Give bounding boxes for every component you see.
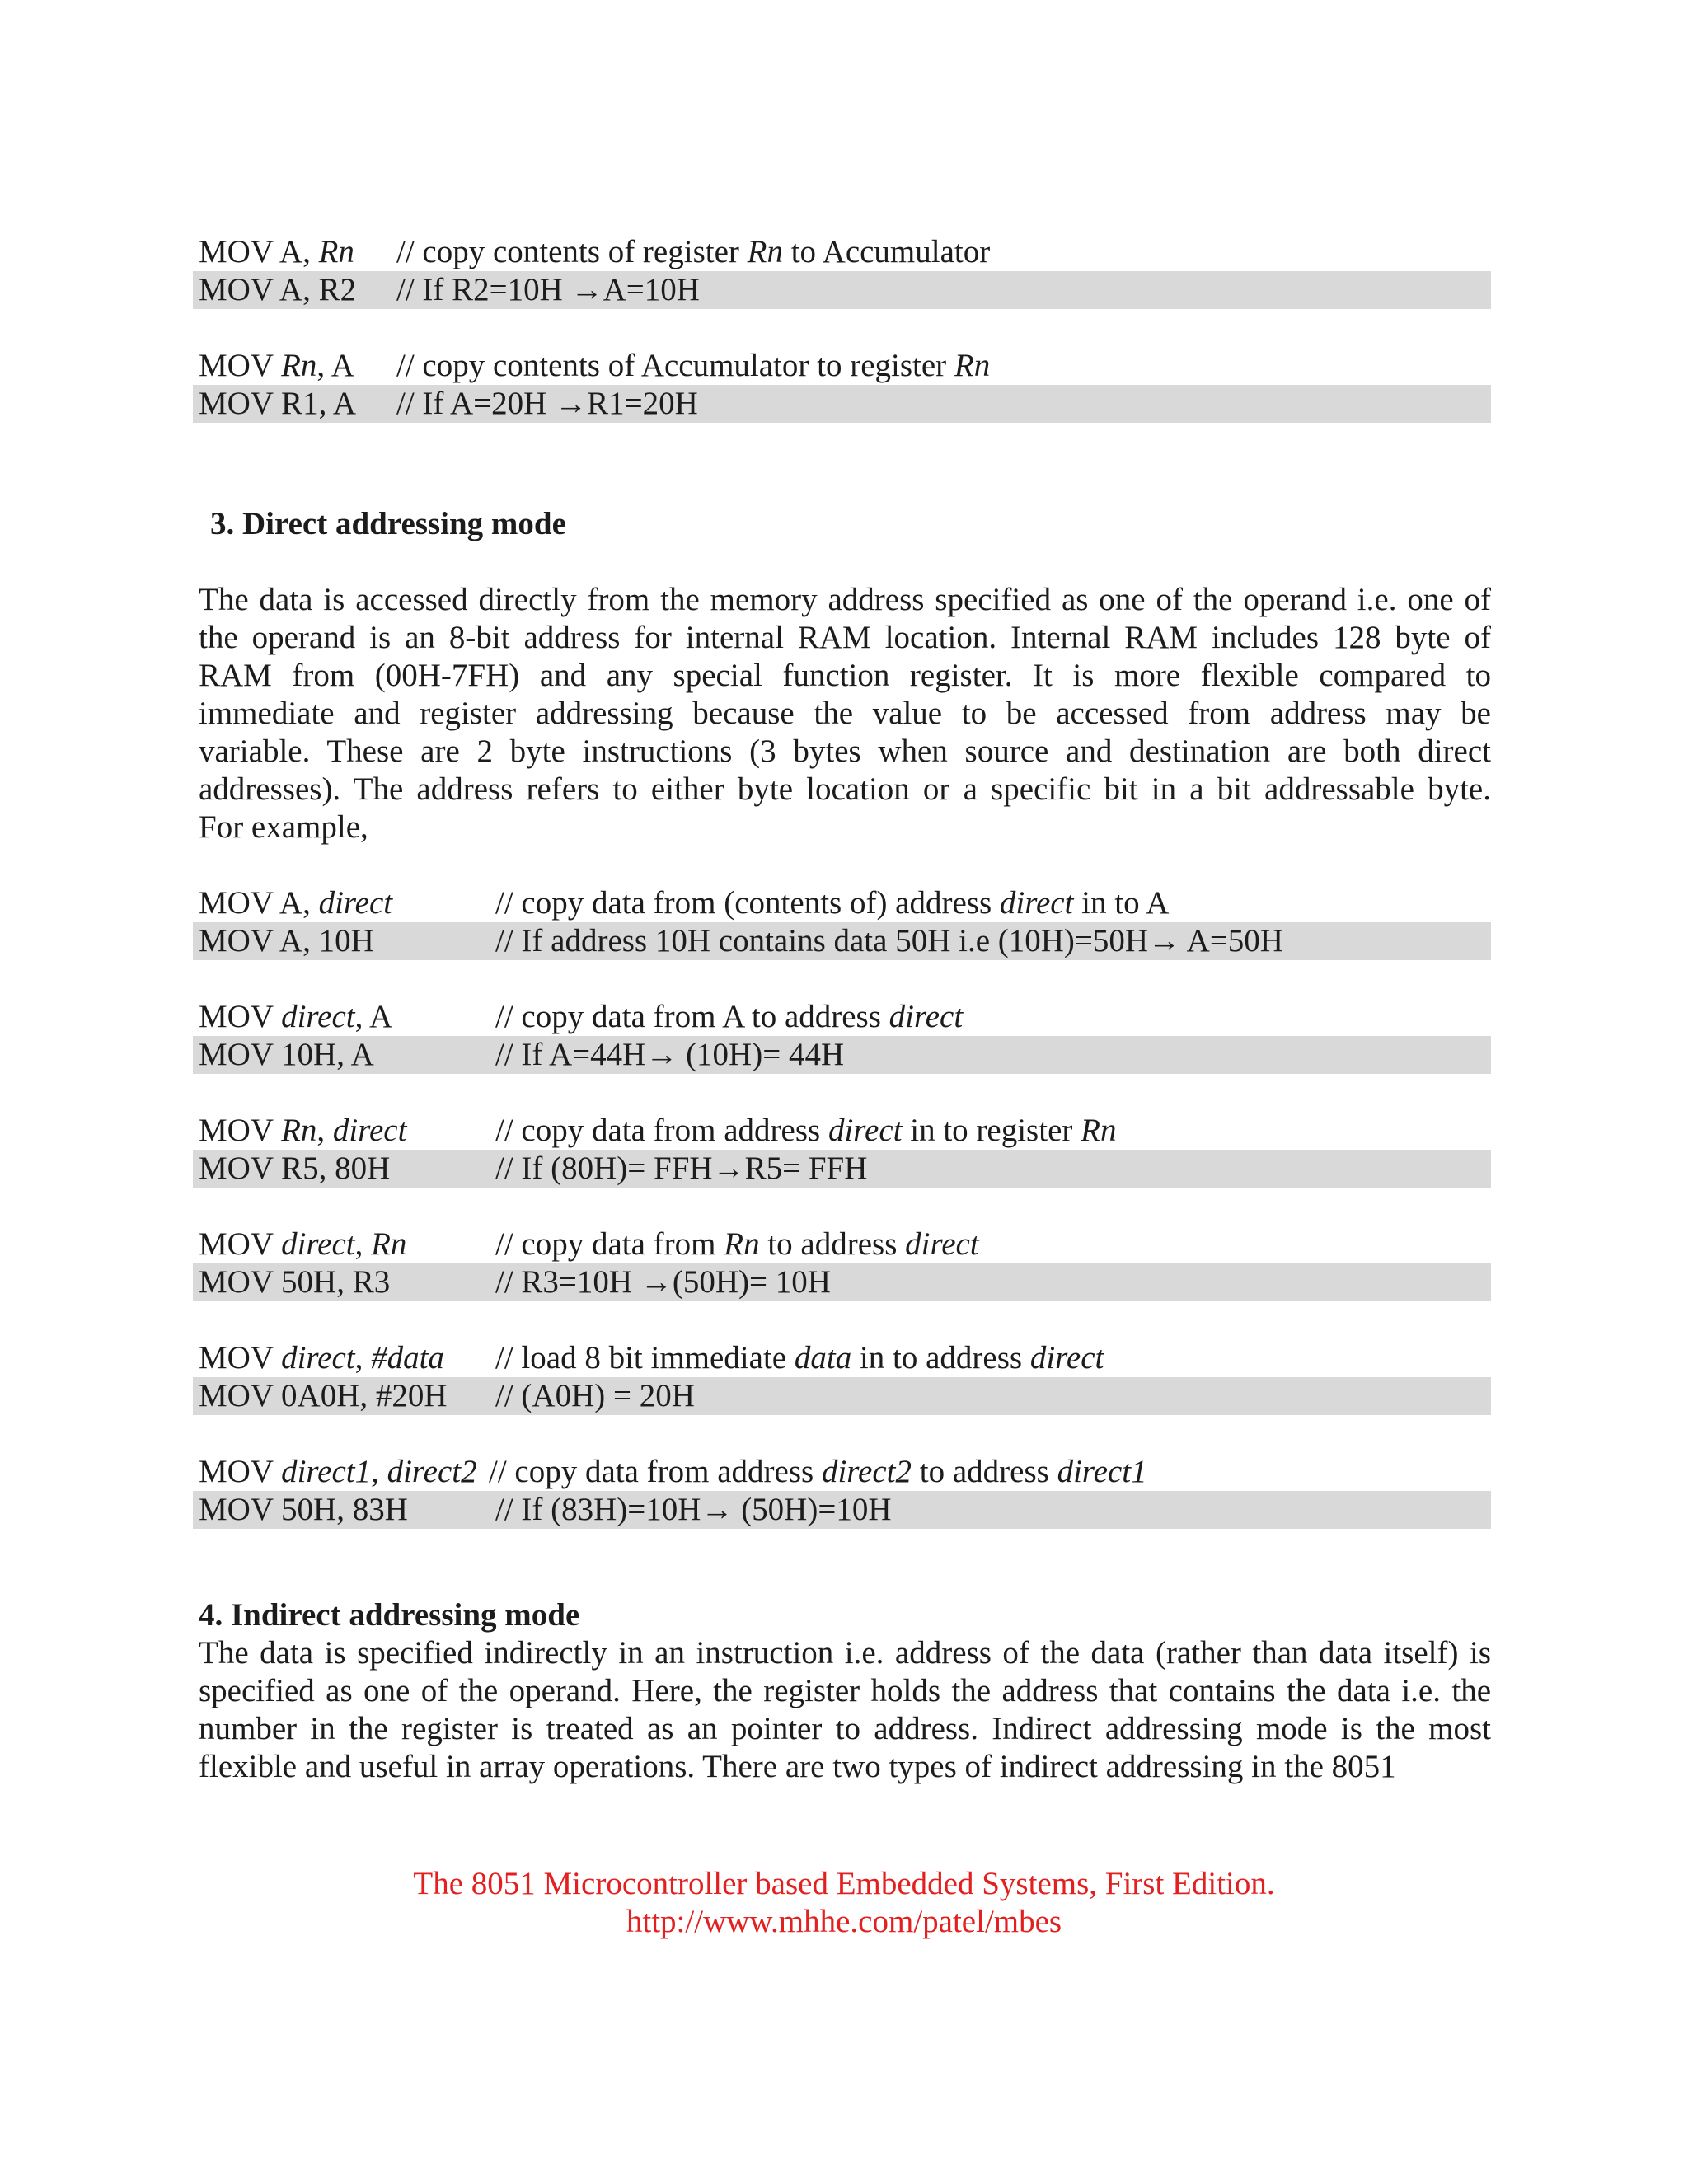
comment: // If A=44H→ (10H)= 44H (495, 1037, 845, 1072)
instruction: MOV 50H, R3 (199, 1264, 391, 1300)
instruction: MOV R5, 80H (199, 1151, 391, 1186)
paragraph-line: addresses). The address refers to either byte location or a specific bit in a bit addressable byte. (199, 771, 1491, 807)
instruction: MOV A, R2 (199, 272, 357, 307)
paragraph-line: For example, (199, 809, 368, 845)
paragraph-line: The data is specified indirectly in an instruction i.e. address of the data (rather than data itself) is (199, 1635, 1491, 1671)
example-line-highlighted (193, 271, 1491, 309)
instruction: MOV A, Rn (199, 234, 354, 269)
paragraph-line: specified as one of the operand. Here, the register holds the address that contains the data i.e. the (199, 1673, 1491, 1708)
example-line-highlighted (193, 1377, 1491, 1415)
example-line-highlighted (193, 1150, 1491, 1188)
paragraph-line: RAM from (00H-7FH) and any special function register. It is more flexible compared to (199, 658, 1491, 693)
comment: // copy data from A to address direct (495, 999, 964, 1034)
comment: // copy data from address direct2 to address direct1 (489, 1454, 1147, 1489)
example-line-highlighted (193, 922, 1491, 960)
example-line-highlighted (193, 1263, 1491, 1301)
comment: // copy contents of register Rn to Accumulator (396, 234, 991, 269)
page-footer (0, 1865, 1688, 1941)
paragraph-line: flexible and useful in array operations. There are two types of indirect addressing in the 8051 (199, 1749, 1396, 1784)
instruction: MOV R1, A (199, 386, 357, 421)
comment: // If (80H)= FFH→R5= FFH (495, 1151, 868, 1186)
code-line (199, 347, 1491, 385)
comment: // copy data from (contents of) address direct in to A (495, 885, 1170, 921)
instruction: MOV direct1, direct2 (199, 1454, 477, 1489)
comment: // load 8 bit immediate data in to address direct (495, 1340, 1104, 1376)
comment: // If address 10H contains data 50H i.e (10H)=50H→ A=50H (495, 923, 1283, 958)
example-line-highlighted (193, 1036, 1491, 1074)
comment: // R3=10H →(50H)= 10H (495, 1264, 831, 1300)
footer-book-title: The 8051 Microcontroller based Embedded Systems, First Edition. (413, 1866, 1275, 1901)
example-line-highlighted (193, 1491, 1491, 1529)
comment: // If R2=10H →A=10H (396, 272, 700, 307)
comment: // copy data from Rn to address direct (495, 1226, 979, 1262)
section-heading-direct-addressing: 3. Direct addressing mode (210, 506, 566, 541)
paragraph-line: immediate and register addressing because the value to be accessed from address may be (199, 696, 1491, 731)
paragraph-line: number in the register is treated as an pointer to address. Indirect addressing mode is the most (199, 1711, 1491, 1746)
instruction: MOV direct, A (199, 999, 393, 1034)
code-line (199, 1453, 1491, 1491)
comment: // If A=20H →R1=20H (396, 386, 698, 421)
code-line (199, 1226, 1491, 1263)
code-line (199, 233, 1491, 271)
instruction: MOV direct, Rn (199, 1226, 407, 1262)
comment: // copy contents of Accumulator to register Rn (396, 348, 991, 383)
register-addressing-examples (199, 233, 1491, 423)
code-line (199, 998, 1491, 1036)
code-line (199, 1112, 1491, 1150)
example-line-highlighted (193, 385, 1491, 423)
section-paragraph-direct-addressing (199, 581, 1491, 846)
section-heading-indirect-addressing: 4. Indirect addressing mode (199, 1597, 580, 1633)
paragraph-line: the operand is an 8-bit address for internal RAM location. Internal RAM includes 128 byte of (199, 620, 1491, 655)
comment: // If (83H)=10H→ (50H)=10H (495, 1492, 892, 1527)
instruction: MOV 0A0H, #20H (199, 1378, 448, 1413)
comment: // copy data from address direct in to register Rn (495, 1113, 1117, 1148)
direct-addressing-examples (199, 884, 1491, 1529)
code-line (199, 884, 1491, 922)
page-content (199, 233, 1491, 1786)
instruction: MOV 10H, A (199, 1037, 374, 1072)
paragraph-line: variable. These are 2 byte instructions (3 bytes when source and destination are both direct (199, 733, 1491, 769)
instruction: MOV A, 10H (199, 923, 374, 958)
section-paragraph-indirect-addressing (199, 1634, 1491, 1786)
instruction: MOV Rn, direct (199, 1113, 407, 1148)
comment: // (A0H) = 20H (495, 1378, 695, 1413)
instruction: MOV direct, #data (199, 1340, 444, 1376)
paragraph-line: The data is accessed directly from the memory address specified as one of the operand i.e. one of (199, 582, 1491, 617)
footer-url[interactable]: http://www.mhhe.com/patel/mbes (626, 1904, 1062, 1939)
code-line (199, 1339, 1491, 1377)
instruction: MOV A, direct (199, 885, 393, 921)
instruction: MOV 50H, 83H (199, 1492, 408, 1527)
instruction: MOV Rn, A (199, 348, 354, 383)
